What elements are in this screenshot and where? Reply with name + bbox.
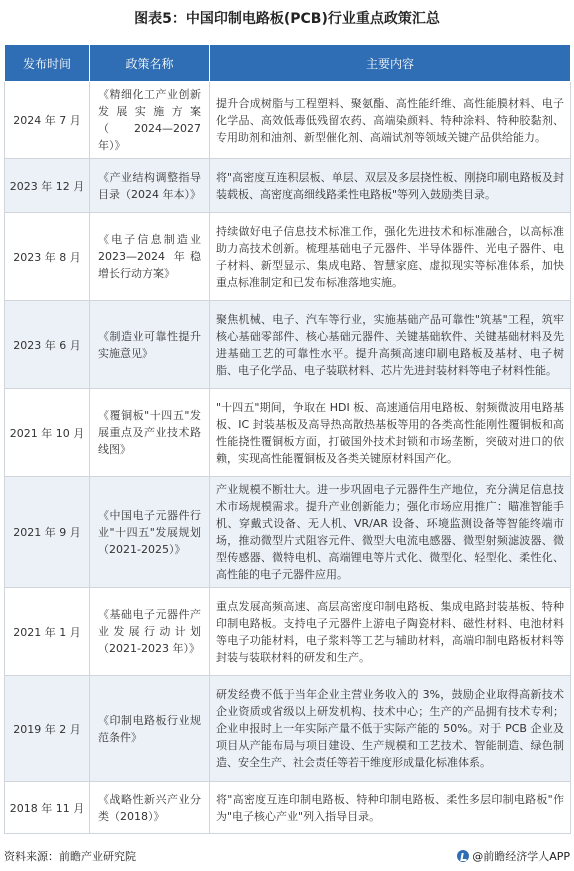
cell-content: 将"高密度互连积层板、单层、双层及多层挠性板、刚挠印刷电路板及封装载板、高密度高细线路柔性电路板"等列入鼓励类目录。	[210, 159, 571, 213]
footer	[4, 846, 570, 866]
cell-date: 2023 年 8 月	[5, 213, 90, 301]
cell-policy-name: 《制造业可靠性提升实施意见》	[90, 301, 210, 389]
table-row	[5, 782, 571, 834]
cell-date: 2018 年 11 月	[5, 782, 90, 834]
cell-date: 2021 年 10 月	[5, 389, 90, 477]
brand-label: @前瞻经济学人APP	[472, 850, 570, 863]
cell-content: 持续做好电子信息技术标准工作，强化先进技术和标准融合，以高标准助力高技术创新。梳理基础电子元器件、半导体器件、光电子器件、电子材料、新型显示、集成电路、智慧家庭、虚拟现实等标准体系，加快重点标准制定和已发布标准落地实施。	[210, 213, 571, 301]
cell-policy-name: 《战略性新兴产业分类（2018）》	[90, 782, 210, 834]
source-note: 资料来源：前瞻产业研究院	[4, 850, 136, 863]
header-date: 发布时间	[5, 45, 90, 82]
cell-content: 聚焦机械、电子、汽车等行业，实施基础产品可靠性"筑基"工程，筑牢核心基础零部件、核心基础元器件、关键基础软件、关键基础材料及先进基础工艺的可靠性水平。提升高频高速印刷电路板及基材、电子树脂、电子化学品、电子装联材料、芯片先进封装材料等电子材料性能。	[210, 301, 571, 389]
cell-policy-name: 《基础电子元器件产业发展行动计划（2021-2023 年）》	[90, 588, 210, 676]
policy-table	[4, 44, 571, 834]
table-row	[5, 676, 571, 782]
brand-credit	[457, 848, 570, 864]
cell-date: 2021 年 9 月	[5, 477, 90, 588]
cell-date: 2024 年 7 月	[5, 82, 90, 159]
table-row	[5, 159, 571, 213]
cell-policy-name: 《精细化工产业创新发展实施方案（2024—2027 年）》	[90, 82, 210, 159]
cell-content: 将"高密度互连印制电路板、特种印制电路板、柔性多层印制电路板"作为"电子核心产业"列入指导目录。	[210, 782, 571, 834]
cell-date: 2023 年 6 月	[5, 301, 90, 389]
cell-policy-name: 《印制电路板行业规范条件》	[90, 676, 210, 782]
cell-date: 2019 年 2 月	[5, 676, 90, 782]
cell-policy-name: 《产业结构调整指导目录（2024 年本）》	[90, 159, 210, 213]
cell-policy-name: 《覆铜板"十四五"发展重点及产业技术路线图》	[90, 389, 210, 477]
cell-date: 2023 年 12 月	[5, 159, 90, 213]
header-content: 主要内容	[210, 45, 571, 82]
cell-content: "十四五"期间，争取在 HDI 板、高速通信用电路板、射频微波用电路基板、IC 封装基板及高导热高散热基板等用的各类高性能刚性覆铜板和高性能挠性覆铜板方面，打破国外技术封锁和市场垄断，突破对进口的依赖，实现高性能覆铜板及各类关键原材料国产化。	[210, 389, 571, 477]
header-policy-name: 政策名称	[90, 45, 210, 82]
cell-content: 产业规模不断壮大。进一步巩固电子元器件生产地位，充分满足信息技术市场规模需求。提升产业创新能力；强化市场应用推广：瞄准智能手机、穿戴式设备、无人机、VR/AR 设备、环境监测设备等智能终端市场，推动微型片式阻容元件、微型大电流电感器、微型射频滤波器、微型传感器、微特电机、高端锂电等片式化、微型化、轻型化、柔性化、高性能的电子元器件应用。	[210, 477, 571, 588]
cell-date: 2021 年 1 月	[5, 588, 90, 676]
cell-content: 研发经费不低于当年企业主营业务收入的 3%，鼓励企业取得高新技术企业资质或省级以上研发机构、技术中心；生产的产品拥有技术专利；企业申报时上一年实际产量不低于实际产能的 50%。对于 PCB 企业及项目从产能布局与项目建设、生产规模和工艺技术、智能制造、绿色制造、安全生产、社会责任等若干维度形成量化标准体系。	[210, 676, 571, 782]
table-row	[5, 213, 571, 301]
brand-logo-icon	[457, 850, 469, 862]
cell-policy-name: 《中国电子元器件行业"十四五"发展规划（2021-2025）》	[90, 477, 210, 588]
table-row	[5, 389, 571, 477]
table-row	[5, 82, 571, 159]
table-row	[5, 301, 571, 389]
cell-content: 重点发展高频高速、高层高密度印制电路板、集成电路封装基板、特种印制电路板。支持电子元器件上游电子陶瓷材料、磁性材料、电池材料等电子功能材料，电子浆料等工艺与辅助材料，高端印制电路板材料等封装与装联材料的研发和生产。	[210, 588, 571, 676]
chart-title: 图表5：中国印制电路板(PCB)行业重点政策汇总	[134, 11, 440, 27]
cell-policy-name: 《电子信息制造业 2023—2024 年稳增长行动方案》	[90, 213, 210, 301]
table-header-row	[5, 45, 571, 82]
cell-content: 提升合成树脂与工程塑料、聚氨酯、高性能纤维、高性能膜材料、电子化学品、高效低毒低残留农药、高端染颜料、特种涂料、特种胶黏剂、专用助剂和油剂、新型催化剂、高端试剂等领域关键产品供给能力。	[210, 82, 571, 159]
table-row	[5, 477, 571, 588]
table-row	[5, 588, 571, 676]
